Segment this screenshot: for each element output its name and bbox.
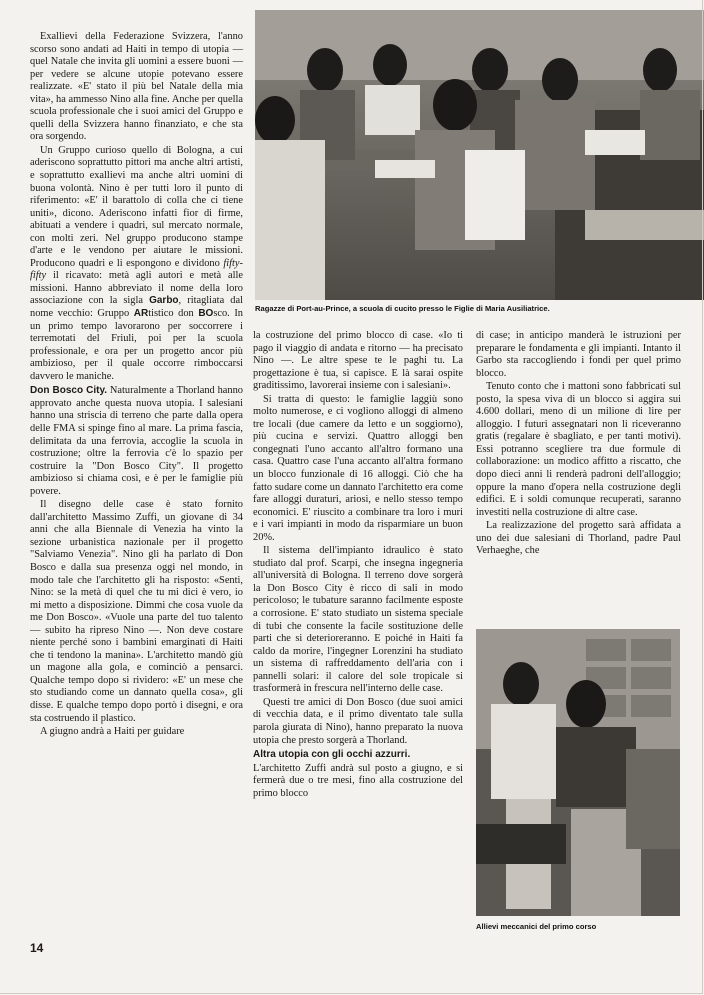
acronym-part: AR [133, 308, 149, 320]
subheading: Don Bosco City. [30, 385, 108, 397]
paragraph: A giugno andrà a Haiti per guidare [40, 726, 185, 738]
acronym-garbo: Garbo [149, 295, 179, 307]
text-run: sco. In un primo tempo lavorarono per soccorrere i terremotati del Friuli, poi per la scuola professionale, e ora per un progetto ancor più ambizioso, per il quale occorre rimboccarsi davvero le maniche. [30, 308, 243, 382]
paragraph: Tenuto conto che i mattoni sono fabbricati sul posto, la spesa viva di un blocco si aggira sui 4.600 dollari, meno di un milione di lire per alloggio. I futuri assegnatari non li riceveranno gratis (regalare è sbagliato, e per tanti motivi). Essi potranno scegliere tra due formule di collaborazione: un modico affitto a riscatto, che dopo dieci anni li renderà padroni dell'alloggio; oppure la mano d'opera nella costruzione degli edifici. E i soldi comunque recuperati, saranno investiti nella costruzione di altre case. [476, 381, 681, 518]
paragraph: la costruzione del primo blocco di case. «Io ti pago il viaggio di andata e ritorno — ha precisato Nino —. Le altre spese te le paghi tu. La progettazione è tua, si capisce. E là sarai ospite graditissimo, lavorerai insieme con i salesiani». [253, 330, 463, 392]
paragraph: Exallievi della Federazione Svizzera, l'anno scorso sono andati ad Haiti in tempo di utopia — quel Natale che invita gli uomini a essere buoni — per vedere se alcune utopie potevano essere realizzate. «E' stato il più bel Natale della mia vita», ha ammesso Nino alla fine. Anche per quella scuola professionale che i suoi amici del Gruppo e quelli della Svizzera hanno finanziato, e che sta ora sorgendo. [30, 31, 243, 143]
paragraph: di case; in anticipo manderà le istruzioni per preparare le fondamenta e gli impianti. Intanto il Garbo sta raccogliendo i fondi per quel primo blocco. [476, 330, 681, 379]
paragraph: La realizzazione del progetto sarà affidata a uno dei due salesiani di Thorland, padre Paul Verhaeghe, che [476, 520, 681, 557]
photo-mechanic-students-image [476, 629, 680, 916]
text-run: Un Gruppo curioso quello di Bologna, a cui aderiscono soprattutto pittori ma anche altri artisti, e soprattutto exallievi ma anche altri uomini di buona volontà. Nino è per tutti loro il punto di riferimento: «E' il barattolo di colla che ci tiene uniti», dicono. Aderiscono infatti fior di firme, abituati a vendere i quadri, sul mercato normale, con molti zeri. Nel gruppo producono stampe d'arte e le vendono per aiutare le missioni. Producono quadri e li espongono e dividono [30, 144, 243, 269]
photo-mechanic-students [476, 629, 680, 916]
paragraph: L'architetto Zuffi andrà sul posto a giugno, e si fermerà due o tre mesi, fino alla costruzione del primo blocco [253, 762, 463, 799]
text-run: Naturalmente a Thorland hanno approvato anche questa nuova utopia. I salesiani hanno una striscia di terreno che parte dalla opera delle FMA si spinge fino al mare. La prima fascia, delimitata da una ferrovia, accoglie la scuola in costruzione; oltre la ferrovia c'è lo spazio per costruire la "Don Bosco City". Il progetto ambizioso si chiama così, e è per le famiglie più povere. [30, 385, 243, 497]
text-column-2 [253, 330, 463, 801]
text-column-3 [476, 330, 681, 559]
photo-caption: Allievi meccanici del primo corso [476, 922, 597, 931]
paragraph: Questi tre amici di Don Bosco (due suoi amici di vecchia data, e il primo diventato tale sulla parola giurata di Nino), hanno preparato la nuova utopia che presto sorgerà a Thorland. [253, 696, 463, 746]
photo-caption: Ragazze di Port-au-Prince, a scuola di cucito presso le Figlie di Maria Ausiliatrice. [255, 304, 550, 313]
text-run: , ritagliata dal nome vecchio: Gruppo [30, 295, 243, 320]
text-run: tistico don [148, 308, 194, 320]
paragraph [30, 145, 243, 383]
text-run: il ricavato: metà agli autori e metà alle missioni. Hanno abbreviato il nome della loro associazione con la sigla [30, 270, 243, 307]
photo-sewing-class [255, 10, 704, 300]
paragraph [30, 385, 243, 498]
subheading-text: Altra utopia con gli occhi azzurri. [253, 749, 411, 761]
photo-sewing-class-image [255, 10, 704, 300]
text-column-1 [30, 31, 243, 740]
subheading [253, 749, 463, 762]
paragraph: Si tratta di questo: le famiglie laggiù sono molto numerose, e ci vogliono alloggi di almeno tre locali (due camere da letto e un soggiorno), più cucina e servizi. Quattro alloggi ben congegnati l'uno accanto all'altro formano una casa. Quattro case l'una accanto all'altra formano un blocco funzionale di 16 alloggi. Ciò che ha fatto sudare come un dannato l'architetto era come fare alloggi duraturi, ariosi, e nello stesso tempo economici. E' riuscito a combinare tra loro i muri e i vari impianti in modo da risparmiare un buon 20%. [253, 393, 463, 543]
paragraph: Il disegno delle case è stato fornito dall'architetto Massimo Zuffi, un giovane di 34 anni che alla Biennale di Venezia ha vinto la sezione urbanistica nazionale per il progetto "Salviamo Venezia". Nino gli ha parlato di Don Bosco e dalla sua presenza oggi nel mondo, in modo tale che l'architetto gli ha risposto: «Senti, Nino: se la metà di quel che tu mi dici è vero, io mi metto a disposizione. Dimmi che cosa vuole da me Don Bosco». «Vuole una parte del tuo talento — subito ha ripreso Nino —. Non deve costare niente perché sono i bambini emarginati di Haiti che ti tendono la manina». L'architetto mandò giù un magone alla gola, e cominciò a pensarci. Qualche tempo dopo si rividero: «E' un mese che sto studiando come un dannato quella cosa», gli disse. E qualche tempo dopo portò i disegni, e ora sta costruendo il plastico. [30, 499, 243, 724]
page-number: 14 [30, 941, 44, 955]
acronym-part: BO [198, 308, 214, 320]
text-run-italic: fifty-fifty [30, 257, 243, 282]
paragraph: Il sistema dell'impianto idraulico è stato studiato dal prof. Scarpi, che insegna ingegneria all'università di Bologna. Il terreno dove sorgerà la Don Bosco City è ricco di sali in modo pericoloso; le tubature saranno facilmente esposte a corrosione. E' stato studiato un sistema speciale di tubi che consente la facile sostituzione delle parti che si deterioreranno. E poiché in Haiti fa caldo da morire, l'ingegner Lorenzini ha studiato un sistema di raffreddamento dell'aria con i pannelli solari: il calore del sole tropicale si trasformerà in frescura nell'interno delle case. [253, 545, 463, 695]
